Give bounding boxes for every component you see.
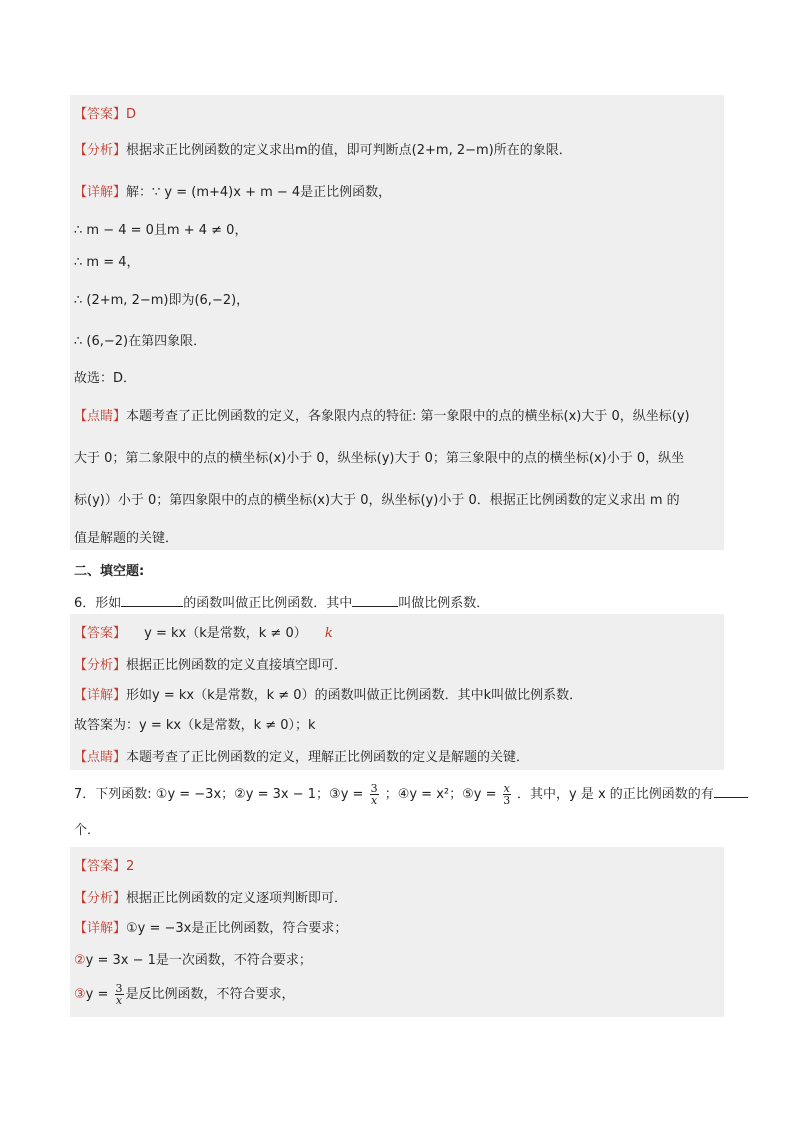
analysis-tag: 【分析】	[74, 143, 127, 158]
fraction-numerator: 3	[370, 782, 378, 795]
item-number: ③	[74, 987, 86, 1002]
q6-blank-1	[121, 594, 183, 607]
q5-detail-line-3: ∴ m = 4，	[74, 255, 140, 270]
q7-detail-row	[70, 917, 347, 936]
detail-tag: 【详解】	[74, 921, 127, 936]
fraction-denominator: x	[370, 794, 378, 807]
q5-analysis-row	[70, 139, 572, 158]
q5-detail-line-5: ∴ (6,−2)在第四象限．	[74, 334, 207, 349]
comment-text: 本题考查了正比例函数的定义，理解正比例函数的定义是解题的关键．	[126, 750, 530, 765]
q7-solution-block	[70, 847, 724, 1017]
fraction-numerator: x	[503, 782, 510, 795]
detail-text: y = 3x − 1是一次函数，不符合要求；	[85, 953, 312, 968]
section-heading: 二、填空题:	[74, 564, 145, 579]
q5-comment-line-4: 值是解题的关键．	[74, 531, 179, 546]
answer-value: 2	[126, 859, 135, 874]
q5-comment-line-2: 大于 0；第二象限中的点的横坐标(x)小于 0，纵坐标(y)大于 0；第三象限中的点的横坐标(x)小于 0，纵坐	[74, 451, 685, 466]
q7-detail-line-2	[70, 949, 312, 968]
detail-line-1: ①y = −3x是正比例函数，符合要求；	[126, 921, 348, 936]
q7-stem-a: 7．下列函数: ①y = −3x；②y = 3x − 1；③y =	[74, 787, 364, 802]
detail-text-b: 是反比例函数，不符合要求，	[125, 987, 295, 1002]
q5-detail-line-4: ∴ (2+m, 2−m)即为(6,−2)，	[74, 293, 250, 308]
q6-stem	[70, 592, 489, 611]
q7-stem-b: ；④y = x²；⑤y =	[384, 787, 497, 802]
q6-answer-row	[70, 622, 333, 641]
q6-solution-block	[70, 614, 724, 770]
q7-analysis-row	[70, 887, 347, 906]
q6-comment-row	[70, 746, 529, 765]
q6-stem-c: 叫做比例系数．	[398, 596, 490, 611]
q7-stem-d: 个．	[74, 823, 101, 838]
q6-answer-2: k	[324, 626, 333, 641]
detail-tag: 【详解】	[74, 688, 127, 703]
answer-tag: 【答案】	[74, 626, 127, 641]
q6-detail-row	[70, 684, 582, 703]
answer-tag: 【答案】	[74, 859, 127, 874]
item-number: ②	[74, 953, 86, 968]
q7-detail-line-3	[70, 983, 295, 1006]
fraction-numerator: 3	[115, 982, 123, 995]
detail-text-a: y =	[85, 987, 109, 1002]
q5-choice: 故选：D．	[74, 371, 137, 386]
analysis-tag: 【分析】	[74, 891, 127, 906]
q6-result: 故答案为：y = kx（k是常数，k ≠ 0）；k	[74, 718, 316, 733]
analysis-text: 根据求正比例函数的定义求出m的值，即可判断点(2+m, 2−m)所在的象限．	[126, 143, 572, 158]
q5-detail-row	[70, 181, 391, 200]
comment-line-1: 本题考查了正比例函数的定义，各象限内点的特征: 第一象限中的点的横坐标(x)大于 0，纵坐标(y)	[126, 409, 690, 424]
fraction-denominator: x	[115, 994, 123, 1007]
q5-solution-block	[70, 95, 724, 550]
q5-comment-line-3: 标(y)）小于 0；第四象限中的点的横坐标(x)大于 0，纵坐标(y)小于 0．根据正比例函数的定义求出 m 的	[74, 493, 680, 508]
q5-comment-row	[70, 405, 690, 424]
q5-detail-line-2: ∴ m − 4 = 0且m + 4 ≠ 0，	[74, 223, 248, 238]
detail-tag: 【详解】	[74, 185, 127, 200]
answer-value: D	[126, 107, 137, 122]
detail-text: 形如y = kx（k是常数，k ≠ 0）的函数叫做正比例函数．其中k叫做比例系数．	[126, 688, 583, 703]
q7-fraction-1	[370, 783, 379, 806]
q7-fraction-2	[503, 783, 511, 806]
q5-answer-row	[70, 103, 136, 122]
comment-tag: 【点睛】	[74, 409, 127, 424]
q6-answer-1: y = kx（k是常数，k ≠ 0）	[144, 626, 307, 641]
q6-analysis-row	[70, 654, 347, 673]
analysis-text: 根据正比例函数的定义直接填空即可．	[126, 658, 348, 673]
q6-blank-2	[352, 594, 398, 607]
q6-stem-b: 的函数叫做正比例函数．其中	[183, 596, 353, 611]
detail-line-1: 解：∵ y = (m+4)x + m − 4是正比例函数，	[126, 185, 392, 200]
answer-tag: 【答案】	[74, 107, 127, 122]
analysis-text: 根据正比例函数的定义逐项判断即可．	[126, 891, 348, 906]
comment-tag: 【点睛】	[74, 750, 127, 765]
fraction-denominator: 3	[503, 794, 511, 807]
q7-answer-row	[70, 855, 134, 874]
q6-stem-a: 6．形如	[74, 596, 122, 611]
q7-stem	[70, 783, 748, 806]
analysis-tag: 【分析】	[74, 658, 127, 673]
q7-stem-c: ．其中，y 是 x 的正比例函数的有	[517, 787, 714, 802]
q7-blank	[714, 785, 748, 798]
q7-detail-fraction	[115, 983, 124, 1006]
